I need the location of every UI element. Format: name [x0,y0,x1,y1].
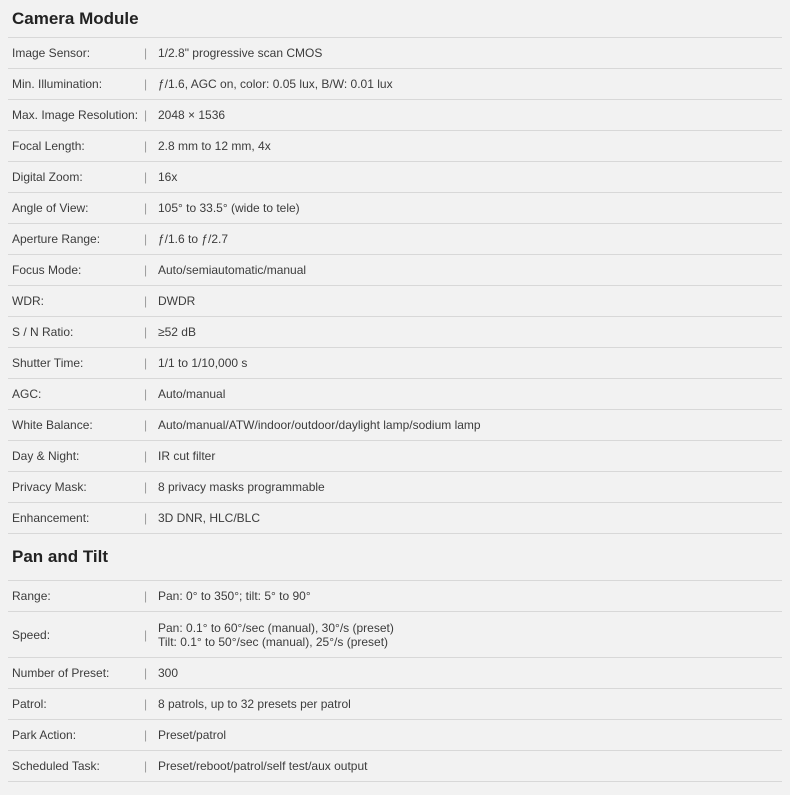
spec-label: S / N Ratio: [12,325,74,339]
spec-value-line: 8 patrols, up to 32 presets per patrol [158,697,351,711]
spec-value [158,728,782,742]
spec-value [158,387,782,401]
spec-value [158,449,782,463]
section-title: Pan and Tilt [12,547,109,566]
spec-value [158,201,782,215]
separator: | [144,666,148,680]
spec-value-line: 1/1 to 1/10,000 s [158,356,248,370]
spec-row [8,612,782,658]
separator: | [144,170,148,184]
spec-row [8,410,782,441]
separator: | [144,387,148,401]
separator: | [144,728,148,742]
spec-row [8,286,782,317]
spec-row [8,100,782,131]
separator: | [144,46,148,60]
spec-value-line: IR cut filter [158,449,216,463]
spec-row [8,751,782,782]
spec-row [8,472,782,503]
separator: | [144,294,148,308]
spec-label: Angle of View: [12,201,89,215]
separator: | [144,418,148,432]
spec-label: AGC: [12,387,42,401]
spec-label: White Balance: [12,418,93,432]
spec-value [158,46,782,60]
spec-value-line: Auto/semiautomatic/manual [158,263,307,277]
spec-value [158,263,782,277]
spec-value-line: Tilt: 0.1° to 50°/sec (manual), 25°/s (preset) [158,634,389,649]
spec-value [158,589,782,603]
separator: | [144,201,148,215]
spec-value-line: 2048 × 1536 [158,108,226,122]
spec-value-line: Preset/reboot/patrol/self test/aux output [158,759,368,773]
spec-label: Day & Night: [12,449,80,463]
separator: | [144,759,148,773]
separator: | [144,325,148,339]
spec-value [158,759,782,773]
spec-value-line: 105° to 33.5° (wide to tele) [158,201,300,215]
spec-value-line: Pan: 0° to 350°; tilt: 5° to 90° [158,589,311,603]
spec-label: Enhancement: [12,511,90,525]
spec-value [158,356,782,370]
spec-row [8,69,782,100]
spec-label: Scheduled Task: [12,759,100,773]
spec-value-line: 2.8 mm to 12 mm, 4x [158,139,271,153]
spec-row [8,317,782,348]
separator: | [144,480,148,494]
spec-label: Range: [12,589,51,603]
spec-row [8,689,782,720]
separator: | [144,77,148,91]
spec-row [8,193,782,224]
spec-value-line: DWDR [158,294,196,308]
spec-value [158,418,782,432]
spec-value-line: 1/2.8" progressive scan CMOS [158,46,323,60]
spec-value [158,621,782,649]
spec-row [8,38,782,69]
spec-label: Image Sensor: [12,46,91,60]
spec-row [8,441,782,472]
spec-label: Min. Illumination: [12,77,103,91]
spec-row [8,720,782,751]
separator: | [144,589,148,603]
spec-label: Park Action: [12,728,77,742]
spec-row [8,131,782,162]
separator: | [144,108,148,122]
spec-value-line: 8 privacy masks programmable [158,480,325,494]
separator: | [144,356,148,370]
spec-label: Max. Image Resolution: [12,108,139,122]
spec-table [8,580,782,782]
spec-row [8,379,782,410]
spec-table [8,37,782,534]
spec-value-line: ≥52 dB [158,325,196,339]
spec-value-line: Auto/manual/ATW/indoor/outdoor/daylight lamp/sodium lamp [158,418,481,432]
spec-value-line: ƒ/1.6 to ƒ/2.7 [158,232,229,246]
spec-row [8,348,782,379]
spec-value [158,232,782,246]
separator: | [144,627,148,642]
spec-row [8,503,782,534]
spec-label: Patrol: [12,697,47,711]
spec-label: Digital Zoom: [12,170,83,184]
spec-label: Focal Length: [12,139,85,153]
spec-label: Focus Mode: [12,263,82,277]
spec-value-line: 3D DNR, HLC/BLC [158,511,261,525]
separator: | [144,139,148,153]
separator: | [144,232,148,246]
spec-row [8,162,782,193]
spec-row [8,224,782,255]
separator: | [144,697,148,711]
spec-value [158,139,782,153]
spec-row [8,581,782,612]
separator: | [144,511,148,525]
spec-value [158,511,782,525]
spec-label: Number of Preset: [12,666,110,680]
spec-value [158,480,782,494]
spec-row [8,658,782,689]
spec-value-line: 300 [158,666,179,680]
spec-row [8,255,782,286]
spec-label: Speed: [12,627,51,642]
spec-value [158,697,782,711]
spec-value [158,294,782,308]
spec-value-line: Pan: 0.1° to 60°/sec (manual), 30°/s (preset) [158,620,394,635]
separator: | [144,449,148,463]
spec-label: Privacy Mask: [12,480,87,494]
spec-value-line: Preset/patrol [158,728,227,742]
spec-value [158,108,782,122]
spec-label: WDR: [12,294,44,308]
spec-label: Aperture Range: [12,232,101,246]
spec-value-line: ƒ/1.6, AGC on, color: 0.05 lux, B/W: 0.01 lux [158,77,393,91]
spec-value [158,666,782,680]
spec-label: Shutter Time: [12,356,84,370]
spec-value [158,170,782,184]
section-title: Camera Module [12,8,139,28]
separator: | [144,263,148,277]
spec-value [158,77,782,91]
spec-value-line: 16x [158,170,178,184]
spec-value-line: Auto/manual [158,387,226,401]
spec-value [158,325,782,339]
